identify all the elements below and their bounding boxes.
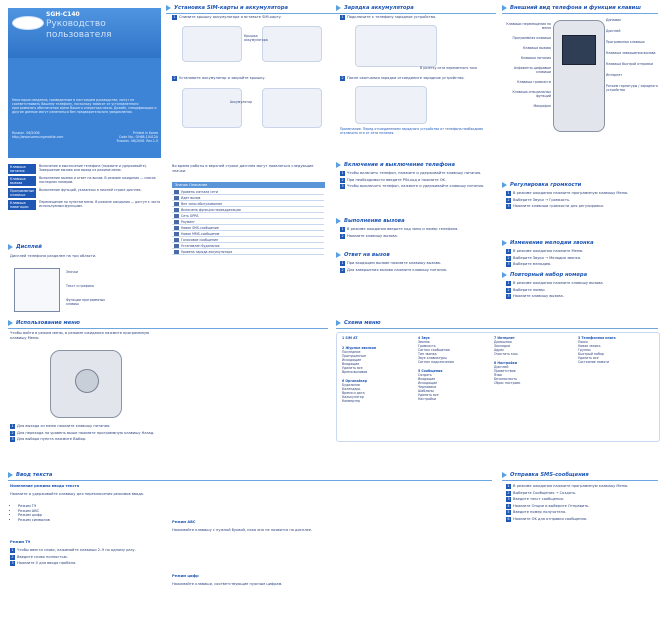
divider	[8, 328, 328, 329]
power-header: Включение и выключение телефона	[336, 160, 455, 169]
sim-remove-cover-image	[182, 26, 242, 62]
sim-step-1: 1 Снимите крышку аккумулятора и вставьте SIM-карту.	[173, 15, 282, 19]
table-row: Включена функция переадресации	[172, 207, 324, 213]
step: 3 Для выбора пункта нажмите Выбор.	[11, 437, 87, 441]
answer-steps	[340, 261, 495, 274]
header-bullet-icon	[166, 5, 171, 11]
header-bullet-icon	[502, 182, 507, 188]
call-icon	[174, 196, 179, 200]
step: 6 Нажмите OK для отправки сообщения.	[507, 516, 588, 521]
key-desc-row: Клавиша вызова Выполнение вызова и ответ на вызов. В режиме ожидания — список последних номеров.	[10, 176, 156, 185]
step: 1 В режиме ожидания нажмите программную клавишу Меню.	[507, 191, 629, 195]
menu-use-header: Использование меню	[8, 318, 80, 327]
keypad-image	[50, 350, 122, 418]
num-text: Нажимайте клавиши, соответствующие нужным цифрам.	[172, 582, 283, 586]
menu-map-header: Схема меню	[336, 318, 381, 327]
step: 2 Для завершения вызова нажмите клавишу питания.	[341, 267, 448, 272]
forward-icon	[174, 208, 179, 212]
menu-use-steps	[10, 424, 160, 444]
sms-icon	[174, 226, 179, 230]
phone-front-image	[553, 20, 605, 132]
charge-note: Примечание. Перед отсоединением зарядного устройства от телефона необходимо отключить его от сети питания.	[340, 127, 483, 135]
charge-step-2: 2 После окончания зарядки отсоедините зарядное устройство.	[341, 76, 465, 80]
samsung-logo	[12, 16, 44, 30]
table-row: Сеть GPRS	[172, 213, 324, 219]
mms-icon	[174, 232, 179, 236]
divider	[502, 480, 658, 481]
menu-col-1: 1 SIM AT 2 Журнал звонков Последние Пропущенные Исходящие Входящие Удалить все Время вызовов 6 Органайзер Будильник Календарь Время и дата Калькулятор Конвертер	[342, 336, 377, 403]
battery-insert-image	[182, 88, 242, 128]
icons-table	[172, 189, 324, 255]
cover-intro-text: Некоторые сведения, приведенные в настоящем руководстве, могут не соответствовать Вашему телефону, поскольку зависят от установленного программного обеспечения и/или Вашего оператора связи. Дизайн, спецификации и другие данные могут изменяться без предварительного уведомления.	[12, 98, 157, 114]
call-steps	[340, 227, 495, 240]
cover-title-2: пользователя	[46, 30, 112, 40]
step: 1 Чтобы включить телефон, нажмите и удерживайте клавишу питания.	[341, 171, 482, 175]
display-diagram	[14, 268, 60, 312]
table-row: Идет вызов	[172, 195, 324, 201]
power-steps	[340, 171, 495, 191]
step: 2 Выберите Сообщения → Создать.	[507, 490, 577, 495]
step: 2 Для перехода на уровень выше нажмите программную клавишу Назад.	[11, 430, 155, 435]
table-row: Вне зоны обслуживания	[172, 201, 324, 207]
step: 1 В режиме ожидания введите код зоны и номер телефона.	[341, 227, 459, 231]
step: 3 Выберите мелодию.	[507, 262, 552, 266]
step: 1 При входящем вызове нажмите клавишу вызова.	[341, 261, 442, 265]
step: 2 При необходимости введите PIN-код и нажмите OK.	[341, 177, 447, 182]
text-input-header: Ввод текста	[8, 470, 52, 479]
sms-steps	[506, 484, 658, 523]
roaming-icon	[174, 220, 179, 224]
gprs-icon	[174, 214, 179, 218]
display-header: Дисплей	[8, 242, 42, 251]
divider	[336, 328, 658, 329]
table-row: Новое SMS-сообщение	[172, 225, 324, 231]
header-bullet-icon	[336, 252, 341, 258]
cover-title-1: Руководство	[46, 19, 106, 29]
table-row: Уровень заряда аккумулятора	[172, 249, 324, 255]
step: 2 Выберите Звуки → Мелодия звонка.	[507, 255, 582, 260]
display-label-text: Текст и графика	[66, 284, 94, 288]
display-label-softkeys: Функции программных клавиш	[66, 298, 105, 306]
charger-disconnect-image	[355, 86, 427, 124]
answer-header: Ответ на вызов	[336, 250, 390, 259]
header-bullet-icon	[336, 320, 341, 326]
step: 2 Введите слово полностью.	[11, 554, 68, 559]
step: 3 Нажмите 0 для ввода пробела.	[11, 561, 77, 565]
step: 3 Чтобы выключить телефон, нажмите и удерживайте клавишу питания.	[341, 184, 485, 188]
divider	[8, 480, 492, 481]
divider	[502, 13, 658, 14]
key-description-list	[8, 164, 164, 210]
phone-screen	[562, 35, 596, 65]
step: 2 Выберите номер.	[507, 287, 546, 292]
header-bullet-icon	[336, 218, 341, 224]
menu-col-2: 4 Звук Звонок Громкость Сигнал сообщения Тип звонка Звук клавиатуры Сигнал подключения 5 Сообщения Создать Входящие Исходящие Черновики Шаблоны Удалить все Настройки	[418, 336, 454, 401]
table-row: Роуминг	[172, 219, 324, 225]
text-input-intro: Нажмите и удерживайте клавишу для переключения режимов ввода.	[10, 492, 145, 496]
battery-label: Аккумулятор	[230, 100, 252, 104]
charger-connect-image	[355, 25, 437, 67]
phone-labels-right: Динамик Дисплей Программная клавиша Клавиша завершения вызова Клавиша быстрой отправки Интернет Разъем гарнитуры / зарядного устройства	[606, 18, 658, 92]
phone-view-header: Внешний вид телефона и функции клавиш	[502, 3, 641, 12]
volume-steps	[506, 191, 658, 211]
divider	[166, 13, 496, 14]
t9-steps	[10, 548, 160, 568]
header-bullet-icon	[502, 240, 507, 246]
abc-text: Нажимайте клавишу с нужной буквой, пока она не появится на дисплее.	[172, 528, 313, 532]
voicemail-icon	[174, 238, 179, 242]
key-desc-row: Клавиша питания Включение и выключение телефона (нажмите и удерживайте). Завершение вызова или выход из режима меню.	[10, 164, 147, 173]
ringtone-header: Изменение мелодии звонка	[502, 238, 594, 247]
phone-labels-left: Клавиши перемещения по меню Программная клавиша Клавиша вызова Клавиша питания Алфавитно-цифровые клавиши Клавиши громкости Клавиша специальных функций Микрофон	[506, 22, 551, 108]
cover-footer-right: Printed in Korea Code No.: GH68-10412A Russian. 06/2006. Rev.1.0	[116, 131, 158, 143]
signal-icon	[174, 190, 179, 194]
redial-steps	[506, 281, 658, 301]
step: 3 Введите текст сообщения.	[507, 497, 564, 501]
volume-header: Регулировка громкости	[502, 180, 581, 189]
battery-icon	[174, 250, 179, 254]
text-input-subtitle: Изменение режима ввода текста	[10, 484, 79, 488]
icons-table-header: Значок Описание	[172, 182, 325, 188]
num-title: Режим цифр	[172, 574, 199, 578]
step: 1 В режиме ожидания нажмите программную клавишу Меню.	[507, 484, 629, 488]
header-bullet-icon	[8, 472, 13, 478]
display-text: Дисплей телефона разделен на три области.	[10, 254, 97, 258]
step: 1 В режиме ожидания нажмите клавишу вызова.	[507, 281, 604, 285]
header-bullet-icon	[8, 244, 13, 250]
cover-close-image	[262, 88, 322, 128]
menu-use-text: Чтобы войти в режим меню, в режиме ожидания нажмите программную клавишу Меню.	[10, 331, 150, 340]
header-bullet-icon	[336, 162, 341, 168]
nav-key-icon	[75, 369, 99, 393]
no-service-icon	[174, 202, 179, 206]
cover-footer-left: Russian. 06/2006 http://www.samsungmobile.com	[12, 131, 64, 139]
key-desc-row: Программные клавиши Выполнение функций, указанных в нижней строке дисплея.	[10, 188, 142, 197]
step: 5 Введите номер получателя.	[507, 510, 567, 514]
step: 2 Выберите Звуки → Громкость.	[507, 197, 571, 202]
menu-col-4: 3 Телефонная книга Поиск Новая запись Группы Быстрый набор Удалить все Состояние памяти	[578, 336, 616, 364]
header-bullet-icon	[336, 5, 341, 11]
step: 3 Нажмите клавиши громкости для регулировки.	[507, 204, 604, 208]
step: 1 Для выхода из меню нажмите клавишу питания.	[11, 424, 111, 428]
step: 3 Нажмите клавишу вызова.	[507, 294, 564, 298]
model-label: SGH-C140	[46, 11, 80, 18]
abc-title: Режим ABC	[172, 520, 196, 524]
display-label-icons: Значки	[66, 270, 78, 274]
header-bullet-icon	[502, 5, 507, 11]
charge-step-1: 1 Подключите к телефону зарядное устройство.	[341, 15, 437, 19]
battery-cover-label: Крышка аккумулятора	[244, 34, 268, 42]
step: 2 Нажмите клавишу вызова.	[341, 233, 398, 238]
key-desc-row: Клавиша навигации Перемещение по пунктам меню. В режиме ожидания — доступ к часто используемым функциям.	[10, 200, 161, 209]
step: 4 Нажмите Опции и выберите Отправить.	[507, 503, 590, 508]
table-row: Уровень сигнала сети	[172, 189, 324, 195]
redial-header: Повторный набор номера	[502, 270, 587, 279]
charge-header: Зарядка аккумулятора	[336, 3, 414, 12]
text-input-modes: • Режим T9 • Режим ABC • Режим цифр • Режим символов	[12, 504, 158, 522]
sms-send-header: Отправка SMS-сообщения	[502, 470, 589, 479]
table-row: Новое MMS-сообщение	[172, 231, 324, 237]
sim-step-2: 2 Установите аккумулятор и закройте крышку.	[173, 76, 266, 80]
t9-title: Режим T9	[10, 540, 31, 544]
step: 1 Чтобы ввести слово, нажимайте клавиши 2–9 по одному разу.	[11, 548, 136, 552]
table-row: Голосовое сообщение	[172, 237, 324, 243]
sim-install-header: Установка SIM-карты и аккумулятора	[166, 3, 288, 12]
step: 1 В режиме ожидания нажмите Меню.	[507, 249, 584, 253]
alarm-icon	[174, 244, 179, 248]
table-row: Установлен будильник	[172, 243, 324, 249]
ac-outlet-label: В розетку сети переменного тока	[420, 66, 478, 70]
header-bullet-icon	[502, 272, 507, 278]
ringtone-steps	[506, 249, 658, 269]
call-header: Выполнение вызова	[336, 216, 405, 225]
icons-intro: Во время работы в верхней строке дисплея могут появляться следующие значки.	[172, 164, 314, 173]
header-bullet-icon	[8, 320, 13, 326]
sim-insert-image	[262, 26, 322, 62]
menu-col-3: 7 Интернет Домашняя Закладки Адрес Очистить кэш 8 Настройки Дисплей Приветствие Язык Безопасность Сброс настроек	[494, 336, 521, 385]
header-bullet-icon	[502, 472, 507, 478]
